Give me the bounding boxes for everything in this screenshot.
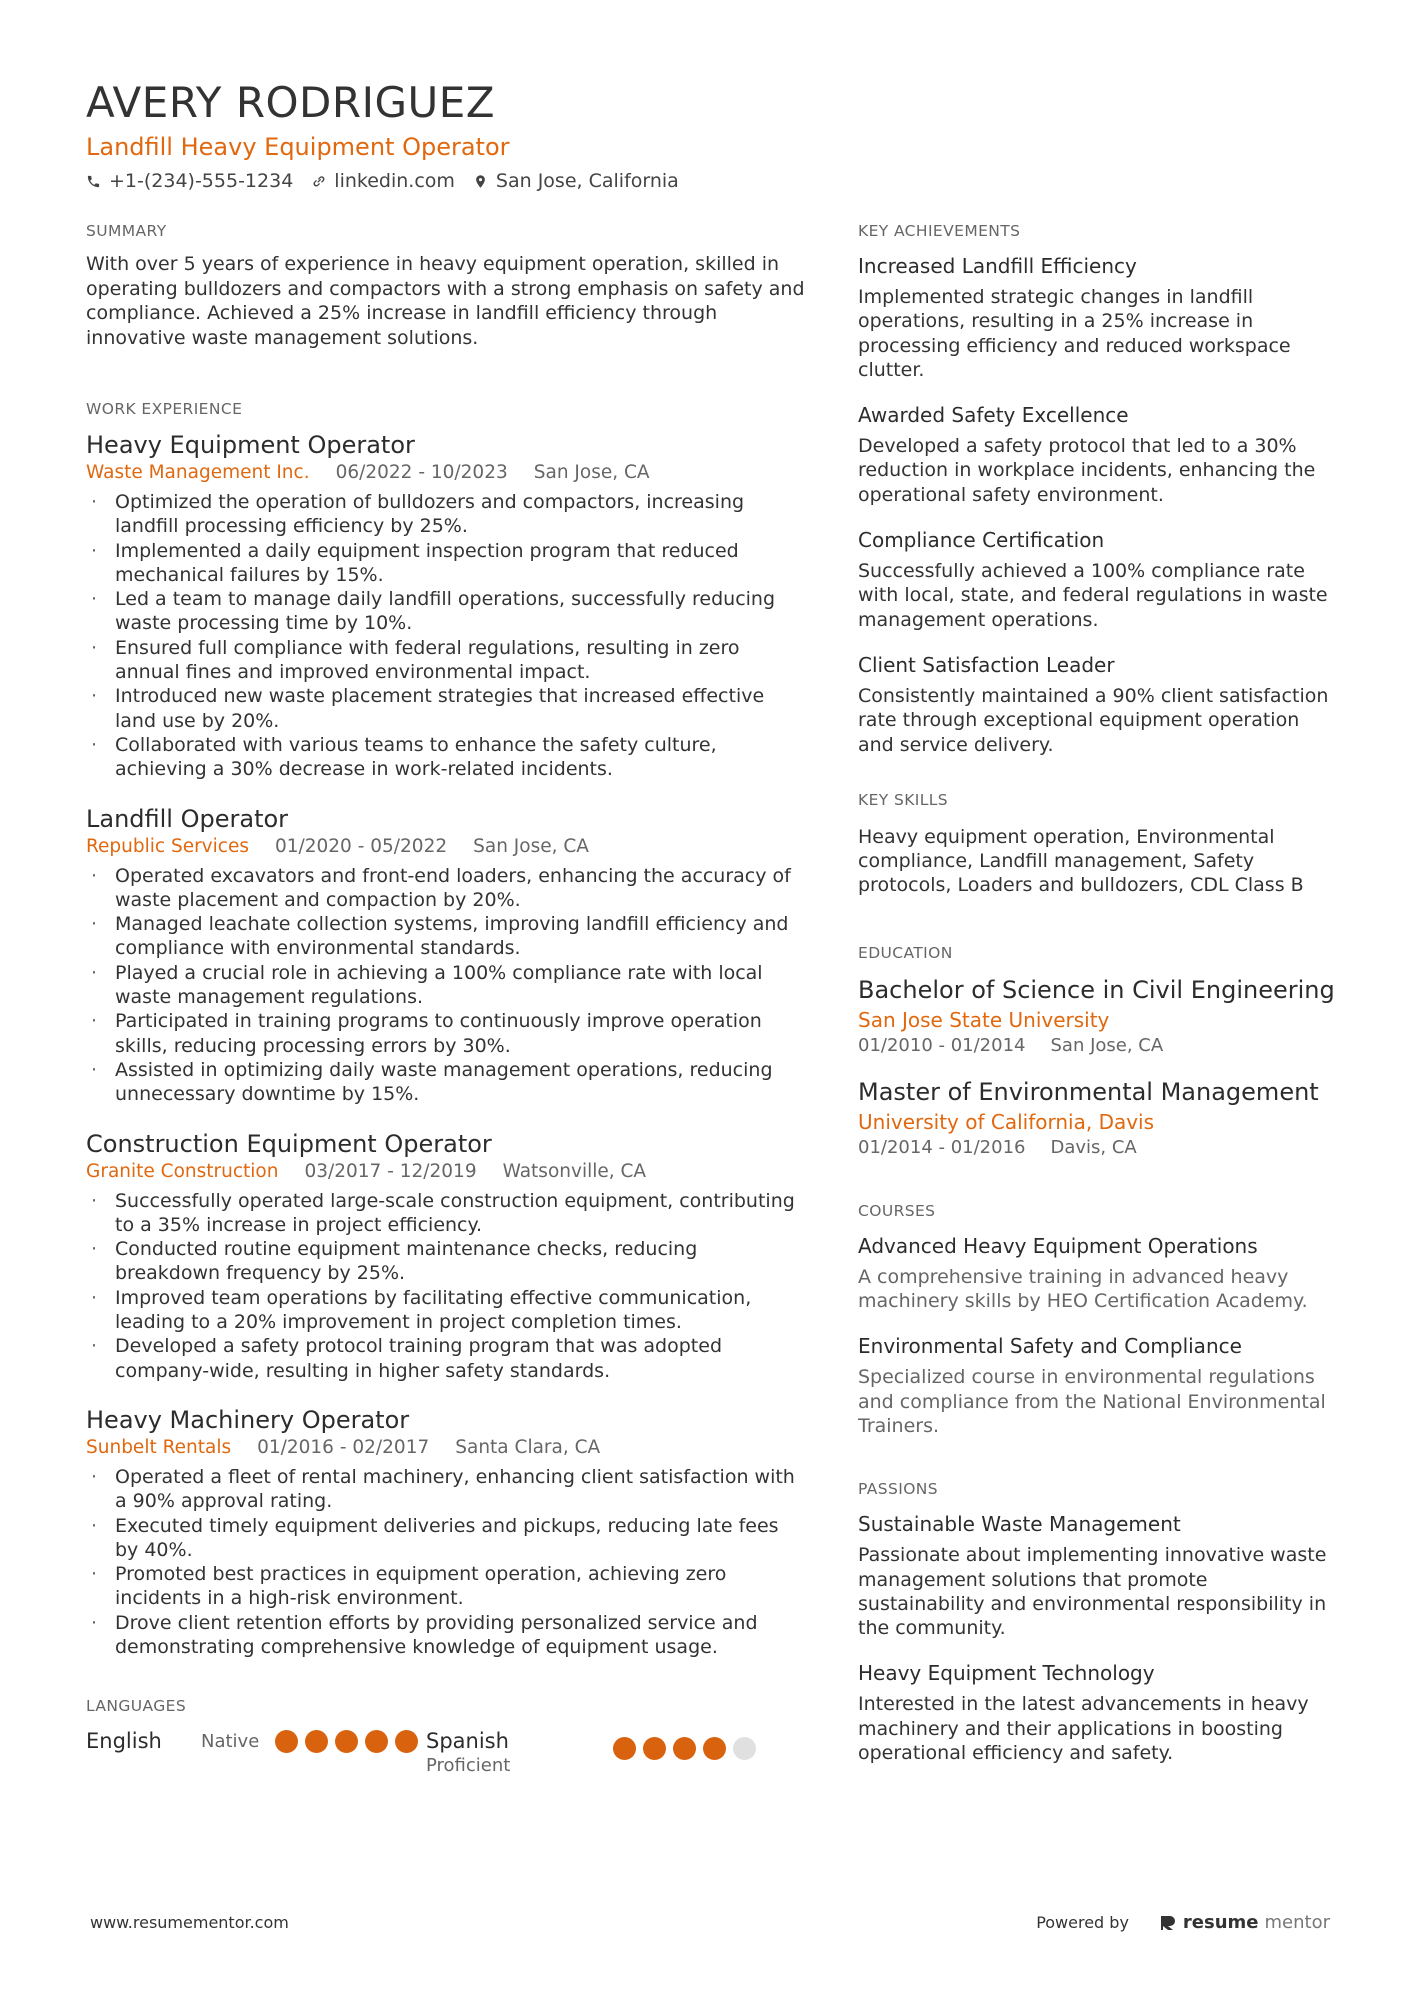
rating-dot-filled bbox=[335, 1730, 358, 1753]
brand-name-bold: resume bbox=[1182, 1912, 1259, 1933]
bullet-item: · Developed a safety protocol training program that was adopted company-wide, resulting in higher safety standards. bbox=[86, 1334, 806, 1383]
contact-phone bbox=[86, 168, 293, 194]
bullet-item: · Optimized the operation of bulldozers and compactors, increasing landfill processing efficiency by 25%. bbox=[86, 490, 806, 539]
skills-text: Heavy equipment operation, Environmental compliance, Landfill management, Safety protocols, Loaders and bulldozers, CDL Class B bbox=[858, 825, 1304, 897]
language-rating bbox=[275, 1730, 418, 1753]
job-dates: 06/2022 - 10/2023 bbox=[335, 462, 508, 483]
candidate-name: AVERY RODRIGUEZ bbox=[86, 78, 496, 127]
education-location: San Jose, CA bbox=[1050, 1034, 1164, 1056]
job-title: Heavy Machinery Operator bbox=[86, 1405, 410, 1434]
job-entry bbox=[86, 804, 806, 1107]
course-desc: A comprehensive training in advanced heavy machinery skills by HEO Certification Academy. bbox=[858, 1265, 1308, 1313]
experience-heading: WORK EXPERIENCE bbox=[86, 400, 243, 418]
job-entry bbox=[86, 430, 806, 782]
achievement-desc: Implemented strategic changes in landfill operations, resulting in a 25% increase in processing efficiency and reduced workspace clutter. bbox=[858, 286, 1291, 381]
bullet-item: · Managed leachate collection systems, improving landfill efficiency and compliance with environmental standards. bbox=[86, 912, 806, 961]
bullet-item: · Participated in training programs to continuously improve operation skills, reducing processing errors by 30%. bbox=[86, 1009, 806, 1058]
job-bullets bbox=[86, 490, 806, 782]
job-location: Watsonville, CA bbox=[502, 1160, 647, 1182]
linkedin-text[interactable]: linkedin.com bbox=[334, 170, 455, 192]
rating-dot-filled bbox=[395, 1730, 418, 1753]
school-name: University of California, Davis bbox=[858, 1109, 1155, 1134]
courses-heading: COURSES bbox=[858, 1201, 936, 1220]
location-pin-icon bbox=[473, 174, 488, 189]
rating-dot-empty bbox=[733, 1737, 756, 1760]
course-item bbox=[858, 1232, 1338, 1314]
achievement-title: Awarded Safety Excellence bbox=[858, 403, 1129, 428]
left-column bbox=[86, 220, 806, 1777]
course-item bbox=[858, 1332, 1338, 1438]
job-dates: 01/2020 - 05/2022 bbox=[274, 835, 448, 857]
company-name: Sunbelt Rentals bbox=[86, 1436, 232, 1458]
job-title: Construction Equipment Operator bbox=[86, 1129, 492, 1158]
achievement-item bbox=[858, 252, 1338, 382]
language-english bbox=[86, 1727, 426, 1755]
rating-dot-filled bbox=[643, 1737, 666, 1760]
right-column bbox=[858, 220, 1338, 1784]
language-rating bbox=[613, 1737, 756, 1777]
job-meta bbox=[86, 1435, 806, 1461]
achievement-title: Increased Landfill Efficiency bbox=[858, 254, 1137, 278]
language-label-stack bbox=[426, 1727, 613, 1777]
passion-desc: Passionate about implementing innovative waste management solutions that promote sustainability and environmental responsibility in the community. bbox=[858, 1544, 1327, 1640]
bullet-item: · Promoted best practices in equipment operation, achieving zero incidents in a high-risk environment. bbox=[86, 1562, 806, 1611]
brand-logo[interactable] bbox=[1159, 1912, 1330, 1933]
education-location: Davis, CA bbox=[1050, 1136, 1137, 1158]
footer-branding bbox=[1036, 1912, 1330, 1933]
education-item bbox=[858, 1076, 1338, 1160]
education-meta bbox=[858, 1034, 1338, 1058]
education-dates: 01/2010 - 01/2014 bbox=[858, 1034, 1026, 1056]
rating-dot-filled bbox=[703, 1737, 726, 1760]
powered-by-label: Powered by bbox=[1036, 1913, 1129, 1932]
contact-location bbox=[473, 168, 679, 194]
bullet-item: · Conducted routine equipment maintenance checks, reducing breakdown frequency by 25%. bbox=[86, 1237, 806, 1286]
job-bullets bbox=[86, 1189, 806, 1383]
contact-linkedin[interactable] bbox=[311, 168, 455, 194]
job-dates: 03/2017 - 12/2019 bbox=[304, 1160, 477, 1182]
bullet-item: · Operated a fleet of rental machinery, enhancing client satisfaction with a 90% approval rating. bbox=[86, 1465, 806, 1514]
rating-dot-filled bbox=[673, 1737, 696, 1760]
achievement-desc: Consistently maintained a 90% client satisfaction rate through exceptional equipment operation and service delivery. bbox=[858, 684, 1329, 756]
language-level: Native bbox=[201, 1730, 260, 1752]
job-location: Santa Clara, CA bbox=[455, 1436, 601, 1458]
bullet-item: · Played a crucial role in achieving a 100% compliance rate with local waste management regulations. bbox=[86, 961, 806, 1010]
job-bullets bbox=[86, 1465, 806, 1659]
passion-title: Heavy Equipment Technology bbox=[858, 1661, 1155, 1686]
job-title: Landfill Operator bbox=[86, 804, 289, 833]
bullet-item: · Improved team operations by facilitating effective communication, leading to a 20% improvement in project completion times. bbox=[86, 1286, 806, 1335]
job-meta bbox=[86, 1159, 806, 1185]
achievement-item bbox=[858, 401, 1338, 507]
degree-title: Master of Environmental Management bbox=[858, 1077, 1319, 1106]
languages-list bbox=[86, 1727, 806, 1777]
bullet-item: · Implemented a daily equipment inspection program that reduced mechanical failures by 15%. bbox=[86, 539, 806, 588]
degree-title: Bachelor of Science in Civil Engineering bbox=[858, 975, 1335, 1004]
course-title: Advanced Heavy Equipment Operations bbox=[858, 1233, 1258, 1258]
job-meta bbox=[86, 834, 806, 860]
candidate-headline: Landfill Heavy Equipment Operator bbox=[86, 133, 510, 161]
language-spanish bbox=[426, 1727, 756, 1777]
rating-dot-filled bbox=[365, 1730, 388, 1753]
page-footer bbox=[90, 1912, 1330, 1933]
brand-name-light: mentor bbox=[1264, 1912, 1330, 1933]
skills-heading: KEY SKILLS bbox=[858, 790, 949, 809]
summary-text: With over 5 years of experience in heavy equipment operation, skilled in operating bulldozers and compactors with a strong emphasis on safety and compliance. Achieved a 25% increase in landfill efficiency through innovative waste management solutions. bbox=[86, 253, 805, 349]
company-name: Waste Management Inc. bbox=[86, 462, 310, 483]
job-dates: 01/2016 - 02/2017 bbox=[257, 1436, 430, 1458]
language-name: Spanish bbox=[426, 1729, 509, 1754]
achievement-title: Client Satisfaction Leader bbox=[858, 652, 1115, 677]
bullet-item: · Executed timely equipment deliveries and pickups, reducing late fees by 40%. bbox=[86, 1514, 806, 1563]
achievements-heading: KEY ACHIEVEMENTS bbox=[858, 222, 1021, 240]
passion-item bbox=[858, 1659, 1338, 1765]
job-title: Heavy Equipment Operator bbox=[86, 431, 415, 459]
company-name: Granite Construction bbox=[86, 1160, 279, 1182]
education-heading: EDUCATION bbox=[858, 943, 953, 962]
job-entry bbox=[86, 1129, 806, 1383]
phone-text: +1-(234)-555-1234 bbox=[109, 170, 294, 192]
passion-desc: Interested in the latest advancements in heavy machinery and their applications in boosting operational efficiency and safety. bbox=[858, 1693, 1309, 1765]
resumementor-logo-icon bbox=[1159, 1914, 1177, 1932]
bullet-item: · Assisted in optimizing daily waste management operations, reducing unnecessary downtime by 15%. bbox=[86, 1058, 806, 1107]
location-text: San Jose, California bbox=[495, 170, 679, 192]
education-meta bbox=[858, 1136, 1338, 1160]
job-meta bbox=[86, 460, 806, 486]
bullet-item: · Successfully operated large-scale construction equipment, contributing to a 35% increase in project efficiency. bbox=[86, 1189, 806, 1238]
passion-item bbox=[858, 1510, 1338, 1640]
job-location: San Jose, CA bbox=[533, 462, 650, 483]
bullet-item: · Operated excavators and front-end loaders, enhancing the accuracy of waste placement and compaction by 20%. bbox=[86, 864, 806, 913]
achievement-desc: Developed a safety protocol that led to a 30% reduction in workplace incidents, enhancing the operational safety environment. bbox=[858, 435, 1316, 506]
achievement-item bbox=[858, 651, 1338, 757]
achievement-title: Compliance Certification bbox=[858, 528, 1105, 553]
bullet-item: · Ensured full compliance with federal regulations, resulting in zero annual fines and improved environmental impact. bbox=[86, 636, 806, 685]
language-name: English bbox=[86, 1729, 162, 1754]
job-entry bbox=[86, 1405, 806, 1659]
summary-heading: SUMMARY bbox=[86, 222, 167, 240]
phone-icon bbox=[86, 174, 101, 189]
job-location: San Jose, CA bbox=[473, 835, 589, 857]
job-bullets bbox=[86, 864, 806, 1107]
language-level: Proficient bbox=[426, 1755, 511, 1777]
footer-website[interactable]: www.resumementor.com bbox=[90, 1913, 289, 1932]
resume-header bbox=[86, 78, 1326, 194]
achievement-item bbox=[858, 526, 1338, 632]
passions-heading: PASSIONS bbox=[858, 1480, 939, 1499]
course-title: Environmental Safety and Compliance bbox=[858, 1334, 1242, 1359]
link-icon bbox=[311, 174, 326, 189]
course-desc: Specialized course in environmental regulations and compliance from the National Environmental Trainers. bbox=[858, 1366, 1326, 1437]
languages-heading: LANGUAGES bbox=[86, 1697, 187, 1716]
school-name: San Jose State University bbox=[858, 1007, 1110, 1032]
rating-dot-filled bbox=[613, 1737, 636, 1760]
company-name: Republic Services bbox=[86, 835, 249, 857]
rating-dot-filled bbox=[305, 1730, 328, 1753]
rating-dot-filled bbox=[275, 1730, 298, 1753]
contact-bar bbox=[86, 168, 1326, 194]
passion-title: Sustainable Waste Management bbox=[858, 1512, 1181, 1537]
achievement-desc: Successfully achieved a 100% compliance rate with local, state, and federal regulations in waste management operations. bbox=[858, 560, 1328, 631]
bullet-item: · Collaborated with various teams to enhance the safety culture, achieving a 30% decrease in work-related incidents. bbox=[86, 733, 806, 782]
bullet-item: · Introduced new waste placement strategies that increased effective land use by 20%. bbox=[86, 684, 806, 733]
bullet-item: · Drove client retention efforts by providing personalized service and demonstrating comprehensive knowledge of equipment usage. bbox=[86, 1611, 806, 1660]
education-item bbox=[858, 974, 1338, 1058]
bullet-item: · Led a team to manage daily landfill operations, successfully reducing waste processing time by 10%. bbox=[86, 587, 806, 636]
education-dates: 01/2014 - 01/2016 bbox=[858, 1136, 1026, 1158]
